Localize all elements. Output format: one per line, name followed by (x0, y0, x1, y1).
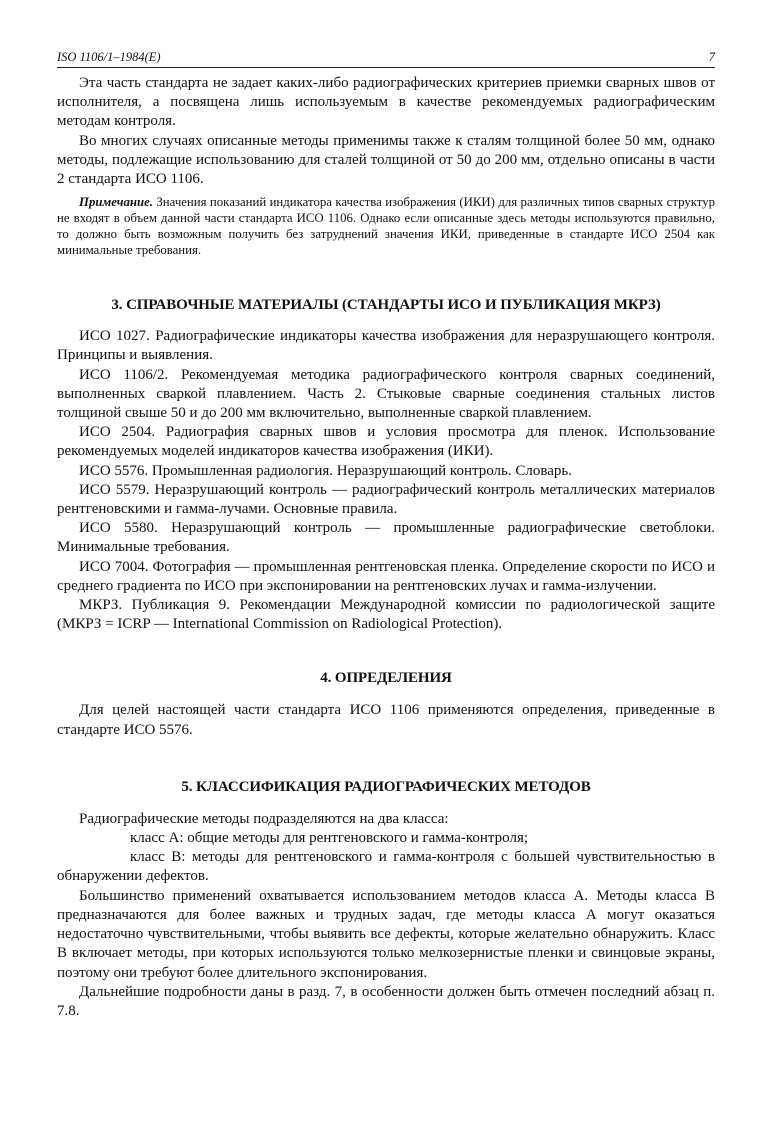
class-b-item: класс В: методы для рентгеновского и гамма-контроля с большей чувствительностью в обнаружении дефектов. (57, 849, 715, 885)
note-paragraph (57, 194, 715, 258)
classification-lead: Радиографические методы подразделяются на два класса: (79, 810, 449, 827)
definitions-paragraph: Для целей настоящей части стандарта ИСО 1106 применяются определения, приведенные в стандарте ИСО 5576. (57, 702, 715, 738)
reference-item: МКРЗ. Публикация 9. Рекомендации Международной комиссии по радиологической защите (МКРЗ = ICRP — International Commission on Radiological Protection). (57, 597, 715, 633)
reference-item: ИСО 7004. Фотография — промышленная рентгеновская пленка. Определение скорости по ИСО и среднего градиента по ИСО при экспонировании на рентгеновских лучах и гамма-излучении. (57, 558, 715, 594)
class-a-item: класс А: общие методы для рентгеновского и гамма-контроля; (130, 830, 529, 847)
standard-number: ISO 1106/1–1984(E) (57, 50, 161, 64)
page-header (57, 50, 715, 68)
reference-item: ИСО 2504. Радиография сварных швов и условия просмотра для пленок. Использование рекомендуемых моделей индикаторов качества изображения (ИКИ). (57, 424, 715, 460)
document-page (57, 50, 715, 1021)
section-4-heading: 4. ОПРЕДЕЛЕНИЯ (320, 670, 452, 687)
page-number: 7 (708, 50, 715, 64)
section-3-heading: 3. СПРАВОЧНЫЕ МАТЕРИАЛЫ (СТАНДАРТЫ ИСО И ПУБЛИКАЦИЯ МКРЗ) (111, 297, 661, 314)
classification-paragraph: Дальнейшие подробности даны в разд. 7, в особенности должен быть отмечен последний абзац п. 7.8. (57, 983, 715, 1019)
intro-paragraph: Эта часть стандарта не задает каких-либо радиографических критериев приемки сварных швов от исполнителя, а посвящена лишь используемым в качестве рекомендуемых радиографическим методам контроля. (57, 75, 715, 130)
classification-paragraph: Большинство применений охватывается использованием методов класса А. Методы класса В предназначаются для более важных и трудных задач, где методы класса А могут оказаться недостаточно чувствительными, чтобы выявить все дефекты, которые желательно обнаружить. Класс В включает методы, при которых используются только мелкозернистые пленки и свинцовые экраны, поэтому они требуют более длительного экспонирования. (57, 887, 715, 981)
reference-item: ИСО 1027. Радиографические индикаторы качества изображения для неразрушающего контроля. Принципы и выявления. (57, 328, 715, 364)
reference-item: ИСО 1106/2. Рекомендуемая методика радиографического контроля сварных соединений, выполненных сваркой плавлением. Часть 2. Стыковые сварные соединения стальных листов толщиной свыше 50 и до 200 мм включительно, выполненные сваркой плавлением. (57, 366, 715, 422)
reference-item: ИСО 5579. Неразрушающий контроль — радиографический контроль металлических материалов рентгеновскими и гамма-лучами. Основные правила. (57, 481, 715, 518)
section-5-heading: 5. КЛАССИФИКАЦИЯ РАДИОГРАФИЧЕСКИХ МЕТОДОВ (181, 778, 591, 795)
note-text: Значения показаний индикатора качества изображения (ИКИ) для различных типов сварных структур не входят в объем данной части стандарта ИСО 1106. Однако если описанные здесь методы используются правильно, то должно быть возможным получить без затруднений значения ИКИ, приведенные в стандарте ИСО 2504 как минимальные требования. (57, 195, 715, 258)
reference-item: ИСО 5580. Неразрушающий контроль — промышленные радиографические светоблоки. Минимальные требования. (57, 520, 715, 556)
note-label: Примечание. (79, 195, 153, 210)
intro-paragraph: Во многих случаях описанные методы применимы также к сталям толщиной более 50 мм, однако методы, подлежащие использованию для сталей толщиной от 50 до 200 мм, отдельно описаны в части 2 стандарта ИСО 1106. (57, 132, 715, 188)
reference-item: ИСО 5576. Промышленная радиология. Неразрушающий контроль. Словарь. (79, 462, 572, 479)
